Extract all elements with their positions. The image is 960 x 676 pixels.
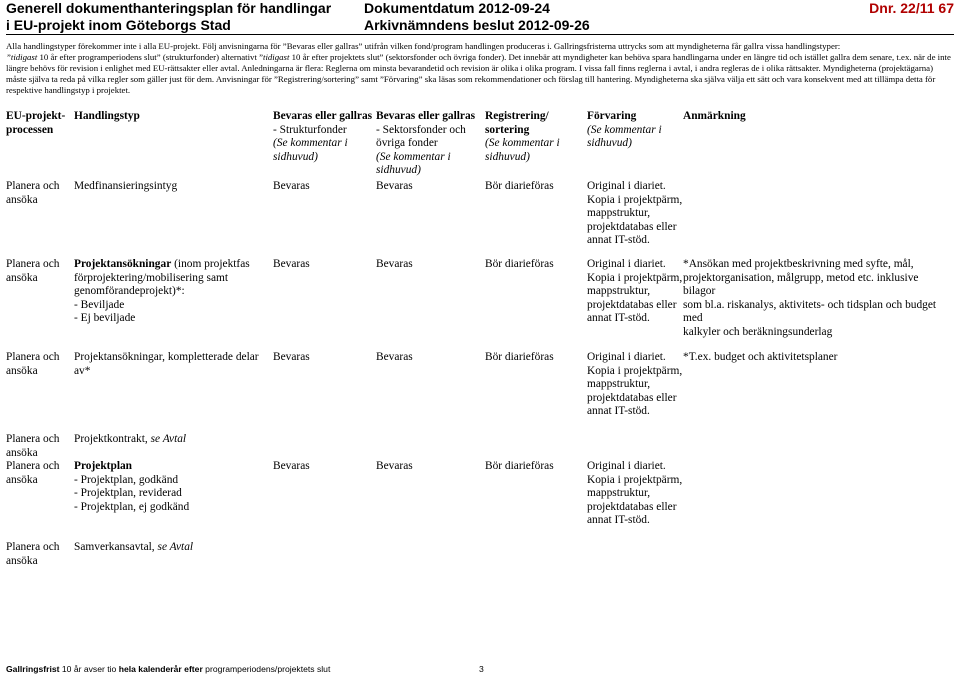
intro-sentence-1: Alla handlingstyper förekommer inte i alla EU-projekt. Följ anvisningarna för ”Bevaras eller gallras” utifrån vilken fond/program handlingen produceras i. Gallringsfristerna uttrycks som att myndigheterna får gallra vissa handlingstyper: — [6, 41, 841, 51]
decision-date: Arkivnämndens beslut 2012-09-26 — [364, 17, 590, 33]
document-title: Generell dokumenthanteringsplan för handlingar — [6, 0, 332, 16]
header-divider — [6, 34, 954, 35]
col-header-remark: Anmärkning — [683, 110, 746, 122]
col-header-storage: Förvaring (Se kommentar i sidhuvud) — [587, 110, 662, 149]
intro-tidigast-2: tidigast — [263, 52, 290, 63]
intro-paragraph — [6, 41, 954, 96]
intro-text — [6, 41, 954, 96]
row6-type: Samverkansavtal, se Avtal — [74, 541, 194, 553]
col-header-type: Handlingstyp — [74, 110, 140, 122]
row2-sector: Bevaras — [376, 258, 413, 270]
page-number: 3 — [479, 664, 484, 674]
document-dnr: Dnr. 22/11 67 — [869, 0, 954, 16]
row2-registration: Bör diarieföras — [485, 258, 554, 270]
row3-process: Planera och ansöka — [6, 351, 60, 377]
row3-registration: Bör diarieföras — [485, 351, 554, 363]
row1-process: Planera och ansöka — [6, 180, 60, 206]
row1-type: Medfinansieringsintyg — [74, 180, 178, 192]
row5-structural: Bevaras — [273, 460, 310, 472]
row2-structural: Bevaras — [273, 258, 310, 270]
row3-type: Projektansökningar, kompletterade delar av* — [74, 351, 259, 377]
col-header-structural: Bevaras eller gallras - Strukturfonder (Se kommentar i sidhuvud) — [273, 110, 373, 163]
document-header — [6, 0, 954, 36]
row5-process: Planera och ansöka — [6, 460, 60, 486]
row3-remark: *T.ex. budget och aktivitetsplaner — [683, 351, 838, 363]
row5-sector: Bevaras — [376, 460, 413, 472]
row4-process: Planera och ansöka — [6, 433, 60, 459]
row1-registration: Bör diarieföras — [485, 180, 554, 192]
row3-structural: Bevaras — [273, 351, 310, 363]
row3-sector: Bevaras — [376, 351, 413, 363]
row4-type: Projektkontrakt, se Avtal — [74, 433, 187, 445]
row2-process: Planera och ansöka — [6, 258, 60, 284]
row5-type: Projektplan - Projektplan, godkänd - Projektplan, reviderad - Projektplan, ej godkänd — [74, 460, 190, 513]
row6-process: Planera och ansöka — [6, 541, 60, 567]
intro-sentence-3: 10 år efter projektets slut” (sektorsfonder och övriga fonder). Det innebär att myndigheter kan behöva spara handlingarna under en längre tid och istället gallra dem senare, t.ex. när de inte längre behövs för revision i enlighet med EU-rättsakter eller avtal. Anledningarna är flera: Reglerna om minsta bevarandetid och revision är olika i olika program. I vissa fall finns reglerna i avtal, i andra regleras de i olika rättsakter. Myndigheterna (projektägarna) måste själva ta reda på vilka regler som gäller just för dem. Anvisningar för ”Registrering/sortering” samt ”Förvaring” ska läsas som rekommendationer och förslag till hantering. Myndigheterna ska själva välja ett sätt och vara konsekvent med att tillämpa detta för respektive handlingstyp i projektet. — [6, 52, 951, 96]
row5-storage: Original i diariet. Kopia i projektpärm, mappstruktur, projektdatabas eller annat IT-stöd. — [587, 460, 683, 526]
intro-tidigast-1: ”tidigast — [6, 52, 38, 63]
row2-type: Projektansökningar (inom projektfas förprojektering/mobilisering samt genomförandeprojekt)*: - Beviljade - Ej beviljade — [74, 258, 250, 324]
row1-storage: Original i diariet. Kopia i projektpärm, mappstruktur, projektdatabas eller annat IT-stöd. — [587, 180, 683, 246]
col-header-sector: Bevaras eller gallras - Sektorsfonder och övriga fonder (Se kommentar i sidhuvud) — [376, 110, 476, 176]
row1-sector: Bevaras — [376, 180, 413, 192]
row2-remark: *Ansökan med projektbeskrivning med syfte, mål, projektorganisation, målgrupp, metod etc. inklusive bilagor som bl.a. riskanalys, aktivitets- och tidsplan och budget med kalkyler och beräkningsunderlag — [683, 258, 937, 338]
row5-registration: Bör diarieföras — [485, 460, 554, 472]
page-footer: Gallringsfrist 10 år avser tio hela kalenderår efter programperiodens/projektets slut — [6, 664, 331, 674]
col-header-registration: Registrering/ sortering (Se kommentar i sidhuvud) — [485, 110, 560, 163]
document-date: Dokumentdatum 2012-09-24 — [364, 0, 550, 16]
document-subtitle: i EU-projekt inom Göteborgs Stad — [6, 17, 231, 33]
row2-storage: Original i diariet. Kopia i projektpärm, mappstruktur, projektdatabas eller annat IT-stöd. — [587, 258, 683, 324]
row1-structural: Bevaras — [273, 180, 310, 192]
col-header-process: EU-projekt- processen — [6, 110, 66, 136]
intro-sentence-2: 10 år efter programperiodens slut” (strukturfonder) alternativt ” — [37, 52, 263, 63]
row3-storage: Original i diariet. Kopia i projektpärm, mappstruktur, projektdatabas eller annat IT-stöd. — [587, 351, 683, 417]
